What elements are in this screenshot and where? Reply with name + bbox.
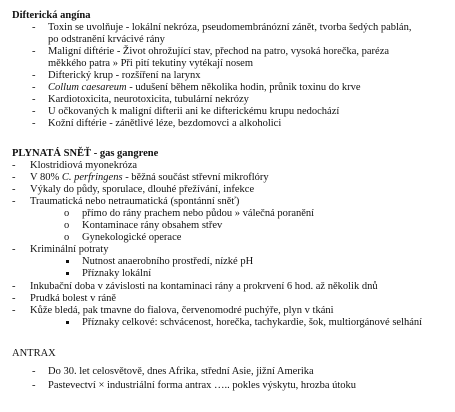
bullet-dash: - <box>32 366 36 377</box>
bullet-dash: - <box>12 160 16 171</box>
bullet-dash: - <box>12 172 16 183</box>
bullet-dash: - <box>12 293 16 304</box>
bullet-dash: - <box>32 94 36 105</box>
list-item: U očkovaných k maligní difterii ani ke difterickému krupu nedochází <box>48 106 340 117</box>
list-item-continuation: měkkého patra » Při pití tekutiny vytékají nosem <box>48 58 254 69</box>
list-item-italic: C. perfringens <box>61 172 123 183</box>
bullet-dash: - <box>12 305 16 316</box>
bullet-square <box>66 260 69 263</box>
list-item: Prudká bolest v ráně <box>30 293 117 304</box>
list-item: Kožní diftérie - zánětlivé léze, bezdomovci a alkoholici <box>48 118 282 129</box>
list-item <box>30 172 269 184</box>
bullet-dash: - <box>32 46 36 57</box>
list-item: Inkubační doba v závislosti na kontaminaci rány a prokrvení 6 hod. až několik dnů <box>30 281 378 292</box>
list-item-italic: Collum caesareum <box>48 82 127 93</box>
section-title: PLYNATÁ SNĚŤ <box>12 148 92 159</box>
sub-list-item: Příznaky celkové: schvácenost, horečka, tachykardie, šok, multiorgánové selhání <box>82 317 423 328</box>
bullet-dash: - <box>12 281 16 292</box>
list-item: Výkaly do půdy, sporulace, dlouhé přežívání, infekce <box>30 184 255 195</box>
list-item: Toxin se uvolňuje - lokální nekróza, pseudomembránózní zánět, tvorba šedých pablán, <box>48 22 412 33</box>
bullet-circle: o <box>64 232 70 243</box>
section-subtitle: - gas gangrene <box>91 148 159 159</box>
bullet-dash: - <box>12 184 16 195</box>
bullet-circle: o <box>64 220 70 231</box>
bullet-dash: - <box>32 106 36 117</box>
sub-list-item: Nutnost anaerobního prostředí, nízké pH <box>82 256 254 267</box>
bullet-square <box>66 272 69 275</box>
list-item-prefix: V 80% <box>30 172 62 183</box>
bullet-dash: - <box>32 70 36 81</box>
bullet-circle: o <box>64 208 70 219</box>
list-item: Do 30. let celosvětově, dnes Afrika, střední Asie, jižní Amerika <box>48 366 314 377</box>
sub-list-item: přímo do rány prachem nebo půdou » válečná poranění <box>82 208 315 219</box>
bullet-dash: - <box>32 82 36 93</box>
list-item: Kardiotoxicita, neurotoxicita, tubulární nekrózy <box>48 94 249 105</box>
section-heading: Difterická angína <box>12 10 91 21</box>
sub-list-item: Kontaminace rány obsahem střev <box>82 220 223 231</box>
list-item <box>48 82 361 94</box>
list-item-text: - běžná součást střevní mikroflóry <box>122 172 269 183</box>
bullet-dash: - <box>12 244 16 255</box>
sub-list-item: Gynekologické operace <box>82 232 182 243</box>
section-heading <box>12 148 158 160</box>
list-item: Kůže bledá, pak tmavne do fialova, červenomodré puchýře, plyn v tkáni <box>30 305 334 316</box>
list-item: Kriminální potraty <box>30 244 109 255</box>
list-item: Traumatická nebo netraumatická (spontánní sněť) <box>30 196 240 207</box>
section-heading: ANTRAX <box>12 348 56 359</box>
bullet-dash: - <box>32 22 36 33</box>
sub-list-item: Příznaky lokální <box>82 268 152 279</box>
list-item-continuation: po odstranění krvácivé rány <box>48 34 165 45</box>
list-item: Difterický krup - rozšíření na larynx <box>48 70 201 81</box>
list-item: Maligní diftérie - Život ohrožující stav, přechod na patro, vysoká horečka, paréza <box>48 46 390 57</box>
list-item-text: - udušení během několika hodin, průnik toxinu do krve <box>126 82 361 93</box>
bullet-dash: - <box>32 380 36 391</box>
bullet-dash: - <box>32 118 36 129</box>
bullet-dash: - <box>12 196 16 207</box>
list-item: Klostridiová myonekróza <box>30 160 138 171</box>
bullet-square <box>66 321 69 324</box>
list-item: Pastevectví × industriální forma antrax ….. pokles výskytu, hrozba útoku <box>48 380 357 391</box>
